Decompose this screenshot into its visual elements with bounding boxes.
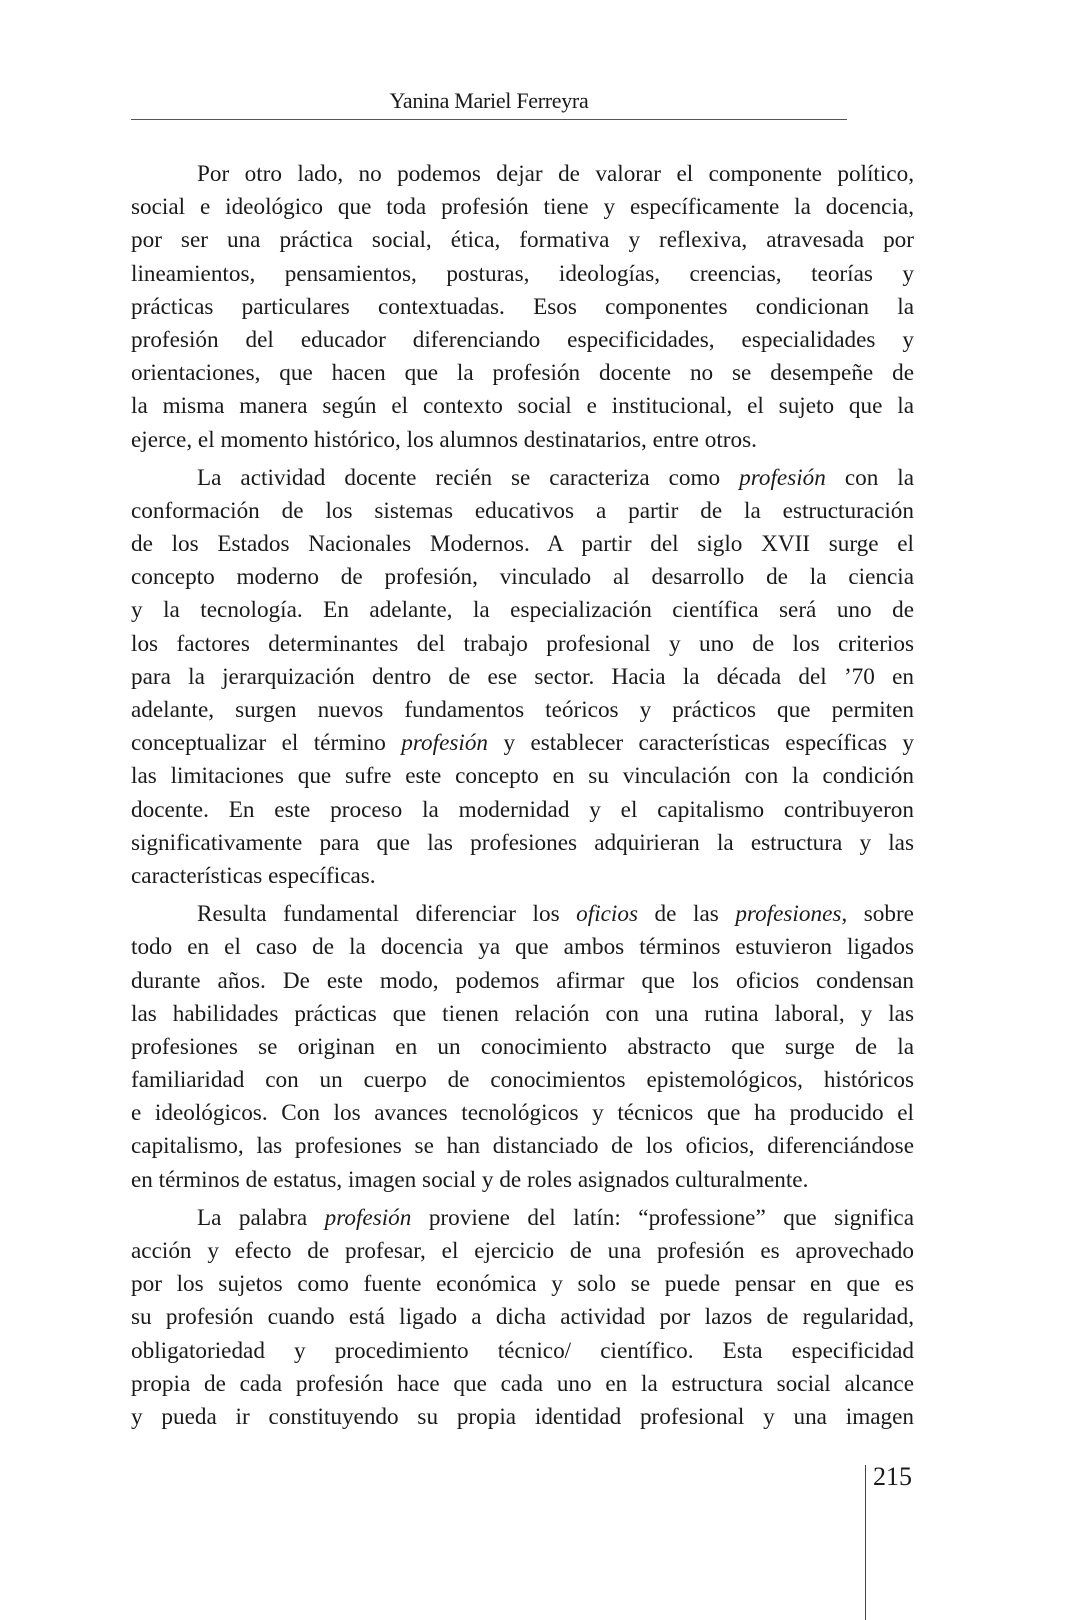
text-line: [131, 390, 914, 423]
text-line: [131, 898, 914, 931]
text-line: [131, 1401, 914, 1434]
text-line: [131, 324, 914, 357]
text-run: la misma manera según el contexto social e institucional, el sujeto que la: [131, 393, 914, 420]
text-run: ejerce, el momento histórico, los alumnos destinatarios, entre otros.: [131, 426, 757, 453]
text-run: de las: [638, 901, 736, 928]
text-line: [131, 1202, 914, 1235]
text-line: [131, 998, 914, 1031]
text-run: características específicas.: [131, 862, 376, 889]
text-run: Por otro lado, no podemos dejar de valorar el componente político,: [197, 161, 914, 187]
paragraph: [131, 1202, 914, 1434]
text-line: [131, 860, 914, 893]
text-line: [131, 224, 914, 257]
text-line: [131, 424, 914, 457]
header-rule: [131, 119, 847, 120]
text-run: capitalismo, las profesiones se han distanciado de los oficios, diferenciándose: [131, 1133, 914, 1160]
italic-term: oficios: [576, 901, 638, 928]
italic-term: profesión: [739, 464, 826, 491]
text-run: durante años. De este modo, podemos afirmar que los oficios condensan: [131, 967, 914, 994]
text-run: prácticas particulares contextuadas. Esos componentes condicionan la: [131, 293, 914, 320]
text-run: sobre: [847, 901, 914, 928]
text-line: [131, 594, 914, 627]
running-head-author: Yanina Mariel Ferreyra: [389, 88, 589, 113]
text-line: [131, 1164, 914, 1197]
text-run: concepto moderno de profesión, vinculado al desarrollo de la ciencia: [131, 564, 914, 591]
text-line: [131, 1031, 914, 1064]
text-line: [131, 727, 914, 760]
text-line: [131, 1368, 914, 1401]
text-line: [131, 931, 914, 964]
text-line: [131, 561, 914, 594]
text-run: La palabra: [197, 1204, 325, 1231]
text-run: orientaciones, que hacen que la profesión docente no se desempeñe de: [131, 360, 914, 387]
text-run: adelante, surgen nuevos fundamentos teóricos y prácticos que permiten: [131, 697, 914, 723]
text-line: [131, 827, 914, 860]
text-line: [131, 462, 914, 495]
text-run: para la jerarquización dentro de ese sector. Hacia la década del ’70 en: [131, 663, 914, 690]
text-run: Resulta fundamental diferenciar los: [197, 901, 577, 928]
text-line: [131, 1130, 914, 1163]
text-line: [131, 794, 914, 827]
text-run: las limitaciones que sufre este concepto en su vinculación con la condición: [131, 763, 914, 790]
folio-rule: [865, 1465, 866, 1620]
text-run: significativamente para que las profesiones adquirieran la estructura y las: [131, 829, 914, 856]
text-line: [131, 628, 914, 661]
text-run: obligatoriedad y procedimiento técnico/ científico. Esta especificidad: [131, 1337, 914, 1364]
text-line: [131, 661, 914, 694]
text-line: [131, 1335, 914, 1368]
text-run: profesión del educador diferenciando especificidades, especialidades y: [131, 326, 914, 353]
text-run: y pueda ir constituyendo su propia identidad profesional y una imagen: [131, 1403, 914, 1430]
text-run: social e ideológico que toda profesión tiene y específicamente la docencia,: [131, 194, 914, 221]
text-line: [131, 291, 914, 324]
body-text: [131, 158, 914, 1439]
text-run: proviene del latín: “professione” que significa: [411, 1204, 915, 1231]
text-line: [131, 694, 914, 727]
text-run: las habilidades prácticas que tienen relación con una rutina laboral, y las: [131, 1000, 914, 1027]
text-line: [131, 1268, 914, 1301]
text-line: [131, 495, 914, 528]
paragraph: [131, 462, 914, 893]
text-run: profesiones se originan en un conocimiento abstracto que surge de la: [131, 1033, 914, 1060]
text-run: todo en el caso de la docencia ya que ambos términos estuvieron ligados: [131, 934, 914, 961]
text-line: [131, 528, 914, 561]
text-run: e ideológicos. Con los avances tecnológicos y técnicos que ha producido el: [131, 1100, 914, 1127]
text-run: de los Estados Nacionales Modernos. A partir del siglo XVII surge el: [131, 531, 914, 558]
text-run: con la: [825, 464, 914, 491]
text-run: por ser una práctica social, ética, formativa y reflexiva, atravesada por: [131, 227, 914, 254]
text-line: [131, 158, 914, 191]
text-run: propia de cada profesión hace que cada uno en la estructura social alcance: [131, 1370, 914, 1397]
text-line: [131, 191, 914, 224]
text-run: acción y efecto de profesar, el ejercicio de una profesión es aprovechado: [131, 1238, 914, 1264]
text-line: [131, 357, 914, 390]
italic-term: profesiones,: [735, 901, 848, 928]
text-run: y la tecnología. En adelante, la especialización científica será uno de: [131, 597, 914, 624]
text-run: en términos de estatus, imagen social y de roles asignados culturalmente.: [131, 1166, 809, 1193]
text-run: lineamientos, pensamientos, posturas, ideologías, creencias, teorías y: [131, 260, 914, 287]
italic-term: profesión: [401, 730, 489, 757]
text-run: La actividad docente recién se caracteriza como: [197, 464, 740, 491]
text-line: [131, 1064, 914, 1097]
paragraph: [131, 158, 914, 457]
text-run: conceptualizar el término: [131, 730, 402, 757]
text-run: su profesión cuando está ligado a dicha actividad por lazos de regularidad,: [131, 1304, 914, 1331]
text-run: familiaridad con un cuerpo de conocimientos epistemológicos, históricos: [131, 1067, 914, 1094]
text-run: los factores determinantes del trabajo profesional y uno de los criterios: [131, 630, 914, 657]
text-line: [131, 1301, 914, 1334]
italic-term: profesión: [324, 1204, 412, 1231]
text-line: [131, 965, 914, 998]
text-run: conformación de los sistemas educativos a partir de la estructuración: [131, 497, 914, 524]
paragraph: [131, 898, 914, 1197]
text-line: [131, 760, 914, 793]
text-line: [131, 258, 914, 291]
text-run: docente. En este proceso la modernidad y el capitalismo contribuyeron: [131, 796, 914, 823]
text-line: [131, 1097, 914, 1130]
page-number: 215: [873, 1462, 912, 1491]
text-line: [131, 1235, 914, 1268]
text-run: por los sujetos como fuente económica y solo se puede pensar en que es: [131, 1271, 914, 1298]
text-run: y establecer características específicas y: [488, 730, 914, 757]
